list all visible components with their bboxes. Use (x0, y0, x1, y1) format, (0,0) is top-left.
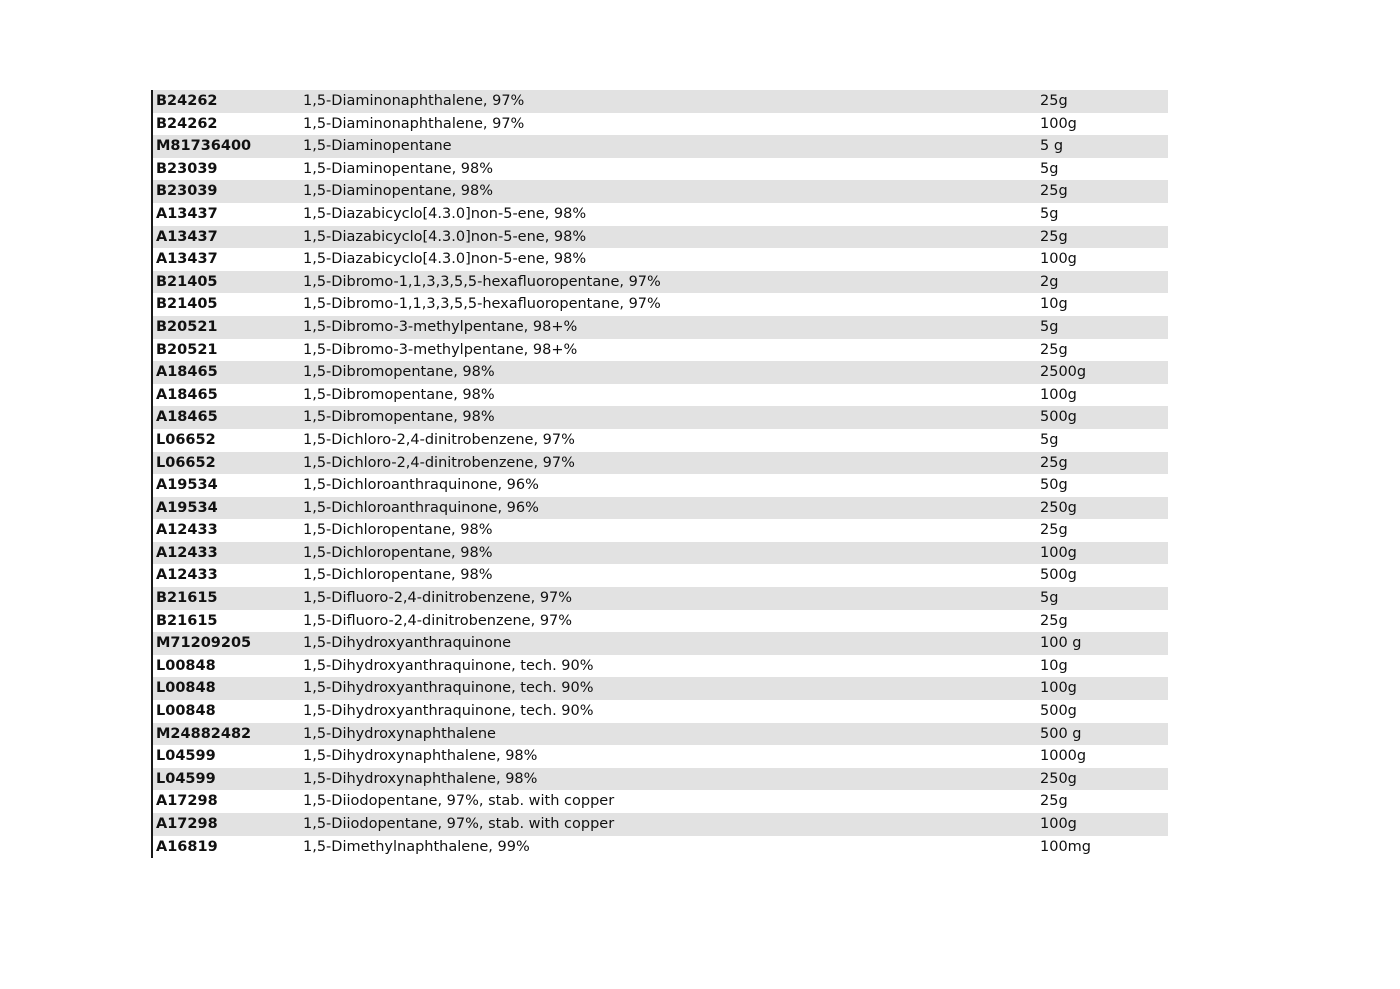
product-name-cell: 1,5-Diaminopentane, 98% (303, 183, 494, 200)
pack-size-cell: 100g (1040, 386, 1077, 403)
table-row (153, 745, 1168, 768)
table-row (153, 158, 1168, 181)
product-name-cell: 1,5-Dichloropentane, 98% (303, 544, 493, 561)
product-name-cell: 1,5-Dibromopentane, 98% (303, 386, 495, 403)
product-name-cell: 1,5-Diaminonaphthalene, 97% (303, 93, 525, 109)
table-row (153, 452, 1168, 475)
catalog-code-cell: L04599 (156, 748, 216, 765)
table-row (153, 723, 1168, 746)
pack-size-cell: 25g (1040, 228, 1068, 245)
catalog-code-cell: A18465 (156, 409, 218, 426)
pack-size-cell: 25g (1040, 793, 1068, 810)
catalog-code-cell: A12433 (156, 522, 218, 539)
catalog-code-cell: A17298 (156, 793, 218, 810)
table-row (153, 339, 1168, 362)
table-row (153, 293, 1168, 316)
table-row (153, 632, 1168, 655)
pack-size-cell: 100g (1040, 115, 1077, 132)
product-name-cell: 1,5-Diiodopentane, 97%, stab. with copper (303, 793, 615, 810)
product-name-cell: 1,5-Dihydroxyanthraquinone (303, 635, 512, 652)
product-name-cell: 1,5-Diaminopentane, 98% (303, 160, 494, 177)
pack-size-cell: 25g (1040, 522, 1068, 539)
catalog-code-cell: A12433 (156, 567, 218, 584)
table-row (153, 316, 1168, 339)
table-row (153, 226, 1168, 249)
catalog-code-cell: A19534 (156, 499, 218, 516)
table-row (153, 587, 1168, 610)
product-name-cell: 1,5-Difluoro-2,4-dinitrobenzene, 97% (303, 590, 573, 607)
pack-size-cell: 100mg (1040, 838, 1092, 855)
catalog-code-cell: A13437 (156, 251, 218, 268)
pack-size-cell: 100 g (1040, 635, 1082, 652)
catalog-code-cell: A16819 (156, 838, 218, 855)
product-table (151, 90, 1168, 858)
pack-size-cell: 100g (1040, 251, 1077, 268)
table-row (153, 677, 1168, 700)
table-row (153, 790, 1168, 813)
product-name-cell: 1,5-Dibromo-3-methylpentane, 98+% (303, 341, 578, 358)
product-name-cell: 1,5-Dihydroxynaphthalene (303, 725, 496, 742)
pack-size-cell: 25g (1040, 341, 1068, 358)
catalog-code-cell: A18465 (156, 386, 218, 403)
catalog-code-cell: B20521 (156, 318, 218, 335)
catalog-code-cell: L00848 (156, 703, 216, 720)
product-name-cell: 1,5-Diaminopentane (303, 138, 452, 155)
pack-size-cell: 25g (1040, 454, 1068, 471)
table-row (153, 542, 1168, 565)
table-row (153, 203, 1168, 226)
catalog-code-cell: B21405 (156, 296, 218, 313)
table-row (153, 90, 1168, 113)
table-row (153, 406, 1168, 429)
pack-size-cell: 500 g (1040, 725, 1082, 742)
catalog-code-cell: A17298 (156, 816, 218, 832)
product-name-cell: 1,5-Dihydroxyanthraquinone, tech. 90% (303, 657, 594, 674)
table-row (153, 271, 1168, 294)
product-name-cell: 1,5-Dihydroxyanthraquinone, tech. 90% (303, 680, 594, 697)
product-name-cell: 1,5-Dibromo-3-methylpentane, 98+% (303, 318, 578, 335)
pack-size-cell: 1000g (1040, 748, 1087, 765)
catalog-code-cell: B21615 (156, 612, 218, 629)
catalog-code-cell: L06652 (156, 431, 216, 448)
pack-size-cell: 5g (1040, 431, 1059, 448)
pack-size-cell: 500g (1040, 567, 1077, 584)
table-row (153, 429, 1168, 452)
table-row (153, 248, 1168, 271)
catalog-code-cell: A12433 (156, 544, 218, 561)
table-row (153, 497, 1168, 520)
product-name-cell: 1,5-Diiodopentane, 97%, stab. with copper (303, 816, 615, 832)
catalog-code-cell: B21405 (156, 273, 218, 290)
product-name-cell: 1,5-Difluoro-2,4-dinitrobenzene, 97% (303, 612, 573, 629)
pack-size-cell: 5g (1040, 205, 1059, 222)
catalog-code-cell: A18465 (156, 364, 218, 381)
pack-size-cell: 2500g (1040, 364, 1087, 381)
pack-size-cell: 10g (1040, 296, 1068, 313)
product-name-cell: 1,5-Dihydroxynaphthalene, 98% (303, 748, 538, 765)
pack-size-cell: 25g (1040, 93, 1068, 109)
product-name-cell: 1,5-Dimethylnaphthalene, 99% (303, 838, 530, 855)
table-row (153, 655, 1168, 678)
table-row (153, 180, 1168, 203)
pack-size-cell: 100g (1040, 544, 1077, 561)
table-row (153, 813, 1168, 836)
pack-size-cell: 25g (1040, 612, 1068, 629)
pack-size-cell: 100g (1040, 680, 1077, 697)
pack-size-cell: 5 g (1040, 138, 1064, 155)
pack-size-cell: 5g (1040, 318, 1059, 335)
pack-size-cell: 100g (1040, 816, 1077, 832)
product-name-cell: 1,5-Dihydroxynaphthalene, 98% (303, 770, 538, 787)
catalog-code-cell: A13437 (156, 205, 218, 222)
product-name-cell: 1,5-Dibromopentane, 98% (303, 409, 495, 426)
pack-size-cell: 5g (1040, 160, 1059, 177)
table-row (153, 113, 1168, 136)
product-name-cell: 1,5-Dichloro-2,4-dinitrobenzene, 97% (303, 431, 575, 448)
pack-size-cell: 500g (1040, 409, 1077, 426)
product-name-cell: 1,5-Dihydroxyanthraquinone, tech. 90% (303, 703, 594, 720)
table-row (153, 836, 1168, 859)
pack-size-cell: 5g (1040, 590, 1059, 607)
table-row (153, 700, 1168, 723)
product-name-cell: 1,5-Dichloroanthraquinone, 96% (303, 499, 539, 516)
table-row (153, 610, 1168, 633)
product-name-cell: 1,5-Diazabicyclo[4.3.0]non-5-ene, 98% (303, 251, 587, 268)
product-name-cell: 1,5-Dibromo-1,1,3,3,5,5-hexafluoropentane, 97% (303, 273, 661, 290)
product-name-cell: 1,5-Diazabicyclo[4.3.0]non-5-ene, 98% (303, 228, 587, 245)
pack-size-cell: 10g (1040, 657, 1068, 674)
product-name-cell: 1,5-Diazabicyclo[4.3.0]non-5-ene, 98% (303, 205, 587, 222)
catalog-code-cell: B24262 (156, 115, 218, 132)
pack-size-cell: 500g (1040, 703, 1077, 720)
catalog-code-cell: B23039 (156, 183, 218, 200)
catalog-code-cell: M71209205 (156, 635, 252, 652)
pack-size-cell: 250g (1040, 499, 1077, 516)
catalog-code-cell: M24882482 (156, 725, 252, 742)
pack-size-cell: 250g (1040, 770, 1077, 787)
catalog-code-cell: L04599 (156, 770, 216, 787)
table-row (153, 474, 1168, 497)
pack-size-cell: 50g (1040, 477, 1068, 494)
table-row (153, 384, 1168, 407)
catalog-code-cell: B21615 (156, 590, 218, 607)
catalog-code-cell: B24262 (156, 93, 218, 109)
catalog-code-cell: L00848 (156, 680, 216, 697)
product-name-cell: 1,5-Diaminonaphthalene, 97% (303, 115, 525, 132)
catalog-code-cell: B20521 (156, 341, 218, 358)
catalog-code-cell: L06652 (156, 454, 216, 471)
product-name-cell: 1,5-Dibromo-1,1,3,3,5,5-hexafluoropentane, 97% (303, 296, 661, 313)
table-row (153, 768, 1168, 791)
pack-size-cell: 25g (1040, 183, 1068, 200)
product-name-cell: 1,5-Dichloropentane, 98% (303, 567, 493, 584)
table-row (153, 361, 1168, 384)
table-row (153, 135, 1168, 158)
table-row (153, 519, 1168, 542)
product-name-cell: 1,5-Dichloroanthraquinone, 96% (303, 477, 539, 494)
product-name-cell: 1,5-Dichloro-2,4-dinitrobenzene, 97% (303, 454, 575, 471)
catalog-code-cell: M81736400 (156, 138, 252, 155)
product-name-cell: 1,5-Dichloropentane, 98% (303, 522, 493, 539)
pack-size-cell: 2g (1040, 273, 1059, 290)
catalog-code-cell: L00848 (156, 657, 216, 674)
catalog-code-cell: A13437 (156, 228, 218, 245)
product-name-cell: 1,5-Dibromopentane, 98% (303, 364, 495, 381)
catalog-code-cell: B23039 (156, 160, 218, 177)
catalog-code-cell: A19534 (156, 477, 218, 494)
table-row (153, 564, 1168, 587)
